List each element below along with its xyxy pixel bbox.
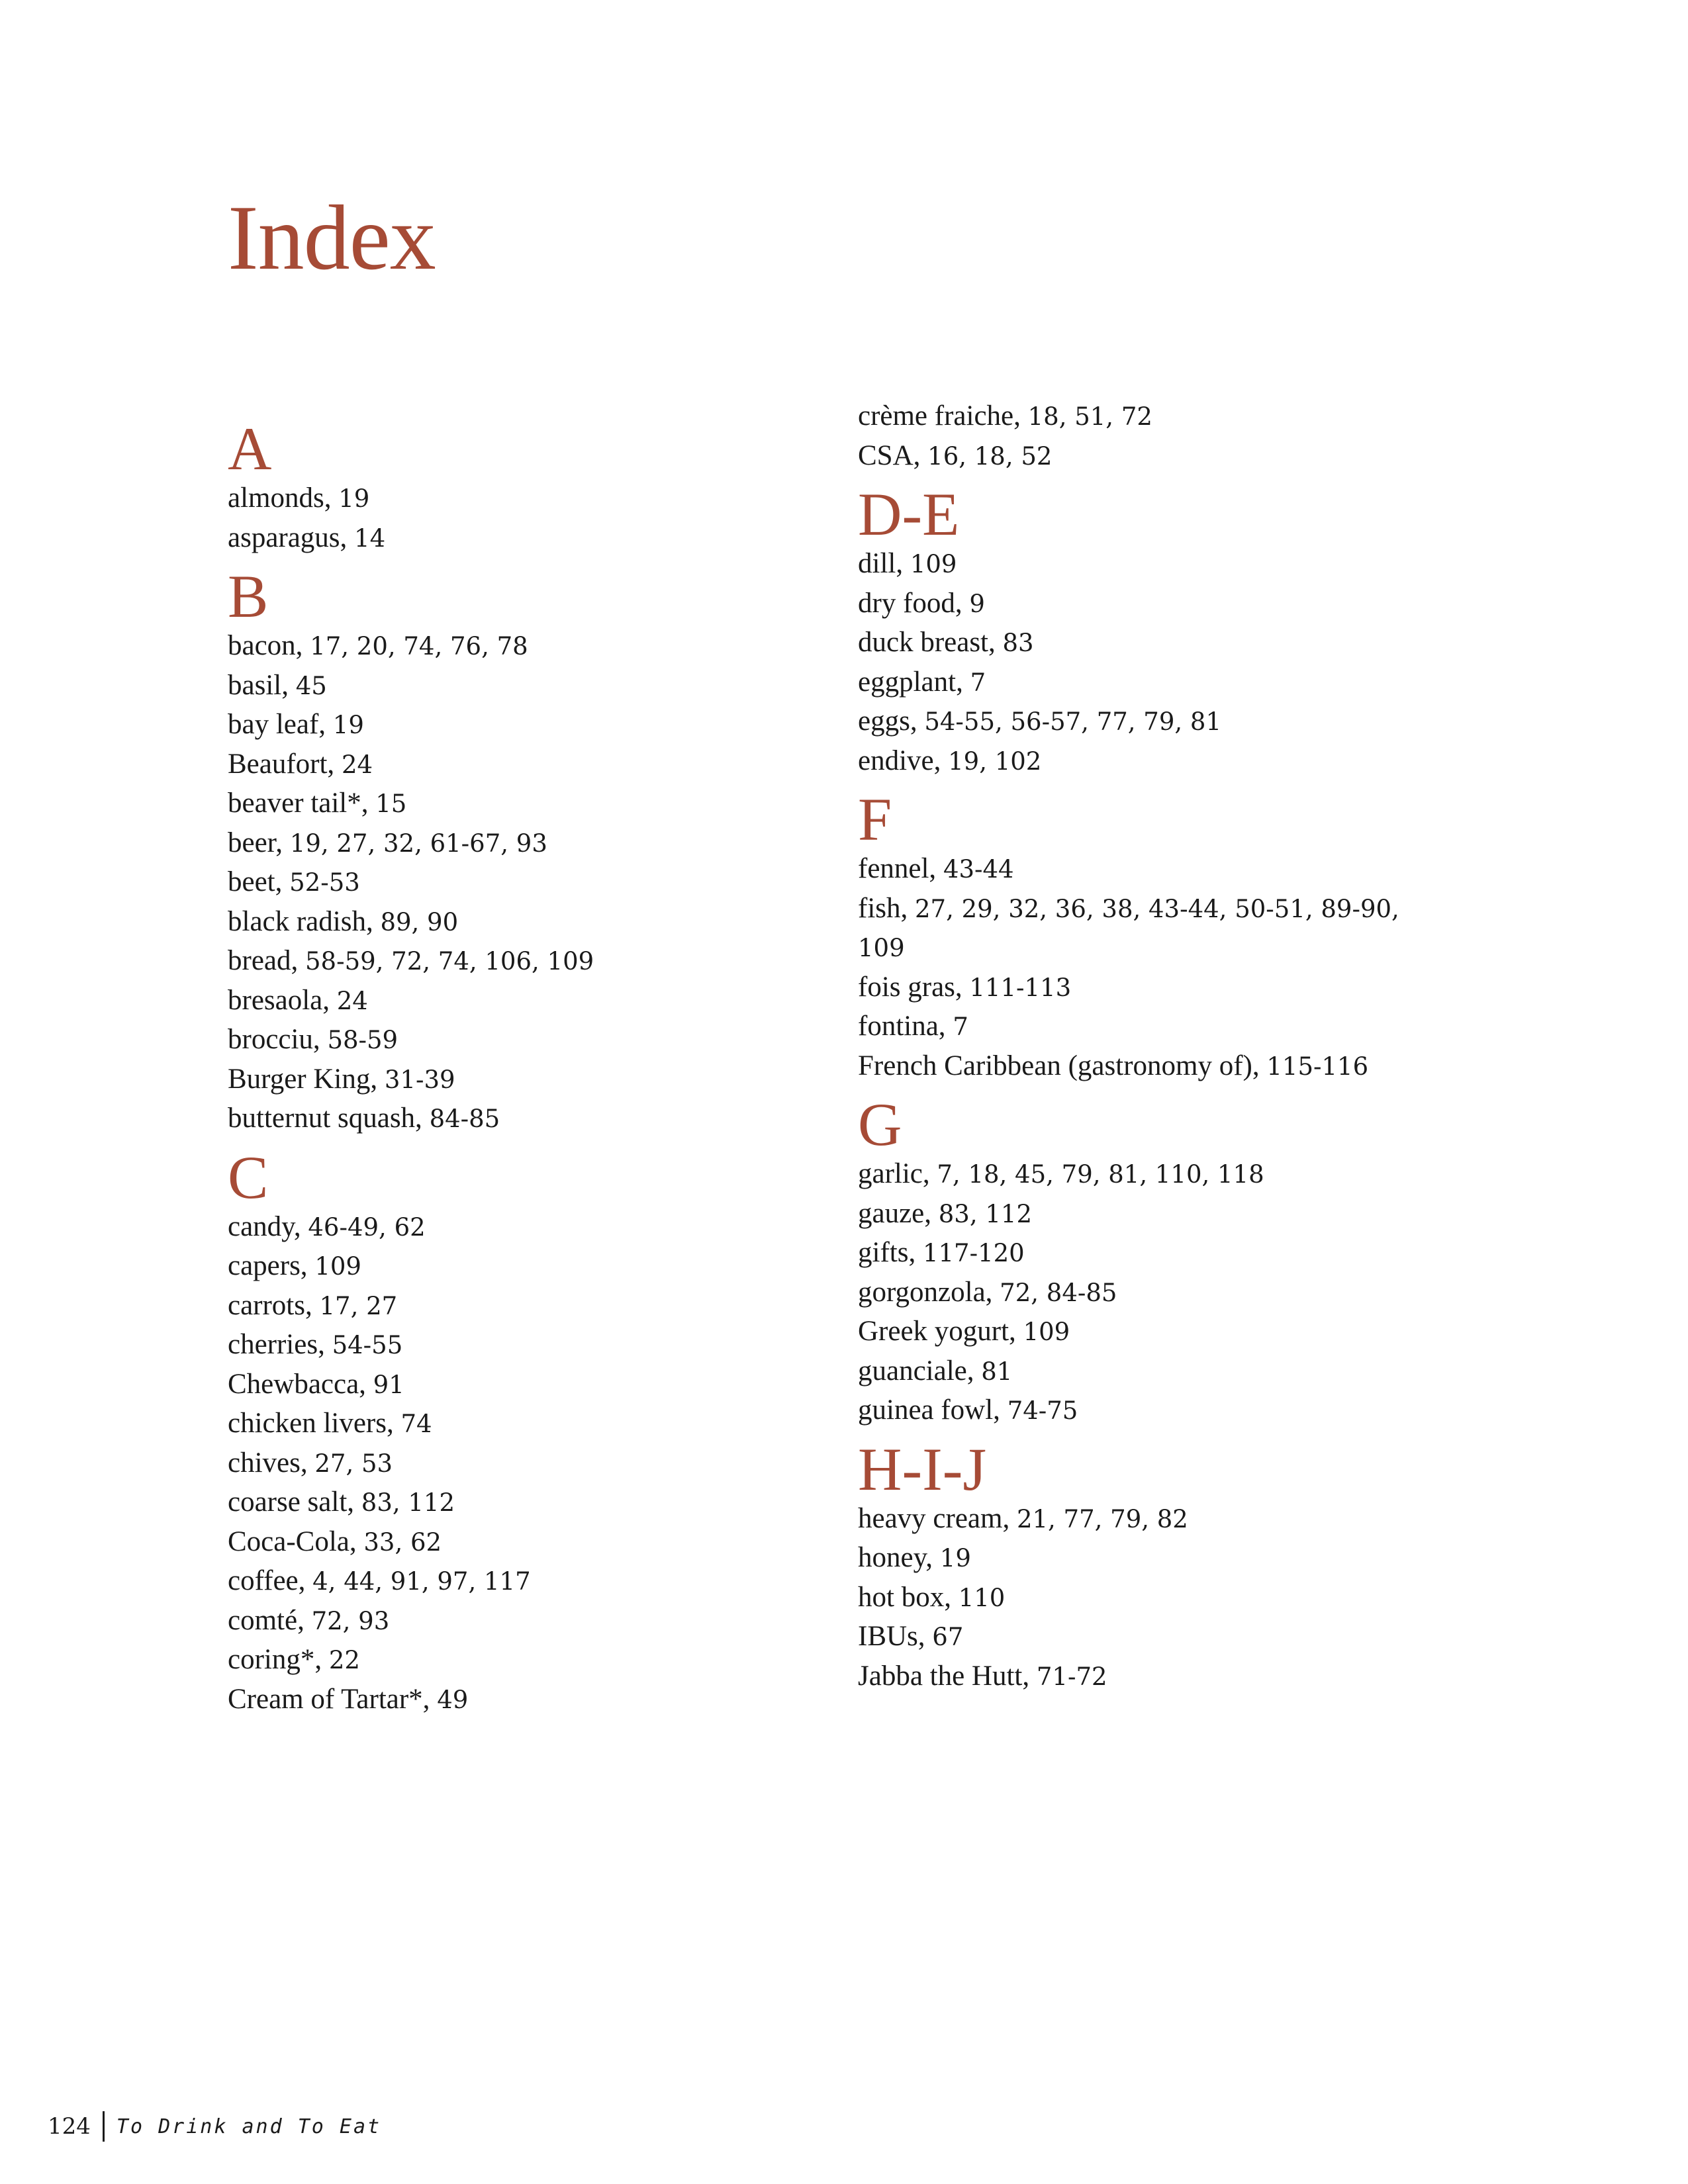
index-page-refs: 109	[1023, 1318, 1070, 1346]
index-term: bacon,	[228, 630, 303, 661]
index-page-refs: 109	[314, 1252, 361, 1281]
index-page-refs: 54-55, 56-57, 77, 79, 81	[924, 707, 1221, 736]
index-term: beaver tail*,	[228, 788, 369, 819]
index-entry	[228, 705, 823, 745]
index-entry	[228, 666, 823, 706]
index-term: eggs,	[858, 705, 917, 737]
index-entry	[858, 1391, 1454, 1431]
index-term: Greek yogurt,	[858, 1316, 1016, 1347]
index-term: gauze,	[858, 1197, 932, 1229]
index-section	[858, 788, 1454, 1086]
section-letter-heading: G	[858, 1091, 902, 1158]
index-section	[858, 1093, 1454, 1431]
index-page-refs: 81	[981, 1357, 1013, 1386]
index-entry	[228, 1602, 823, 1641]
index-page-refs: 7	[953, 1013, 968, 1041]
index-term: butternut squash,	[228, 1103, 422, 1134]
index-page-refs: 19, 27, 32, 61-67, 93	[289, 829, 547, 858]
index-page-refs: 21, 77, 79, 82	[1016, 1504, 1188, 1533]
index-term: bay leaf,	[228, 709, 326, 740]
index-page-refs: 72, 93	[311, 1606, 390, 1635]
index-entry	[228, 1680, 823, 1720]
index-page-refs: 45	[295, 671, 327, 700]
index-term: basil,	[228, 669, 289, 701]
index-page-refs: 22	[328, 1646, 360, 1674]
page-title: Index	[228, 187, 436, 289]
index-entry	[858, 850, 1454, 889]
index-entry	[858, 742, 1454, 782]
index-term: Burger King,	[228, 1063, 378, 1095]
index-entry	[228, 1444, 823, 1484]
index-page-refs: 14	[354, 523, 386, 553]
index-page-refs: 27, 53	[314, 1449, 393, 1478]
index-section	[858, 1437, 1454, 1697]
index-entry	[858, 545, 1454, 584]
index-term: Coca-Cola,	[228, 1525, 357, 1557]
index-term: fennel,	[858, 853, 937, 884]
running-title: To Drink and To Eat	[116, 2115, 382, 2138]
index-page-refs: 74-75	[1007, 1396, 1078, 1425]
index-page-refs: 91	[373, 1370, 404, 1399]
index-term: capers,	[228, 1250, 308, 1281]
index-entry	[858, 584, 1454, 624]
index-entry	[228, 824, 823, 864]
index-page-refs: 71-72	[1036, 1662, 1107, 1691]
index-term: bresaola,	[228, 984, 330, 1016]
section-letter-heading: D-E	[858, 480, 960, 548]
index-entry	[228, 1562, 823, 1602]
index-entry	[858, 1500, 1454, 1539]
index-page-refs: 115-116	[1266, 1052, 1369, 1081]
index-page-refs: 19, 102	[948, 747, 1042, 776]
index-page-refs: 19	[332, 711, 364, 739]
index-term: brocciu,	[228, 1024, 320, 1055]
index-entry	[228, 1247, 823, 1287]
index-section	[858, 482, 1454, 781]
index-entry	[858, 1234, 1454, 1273]
index-term: coarse salt,	[228, 1486, 355, 1518]
index-entry	[228, 1483, 823, 1523]
index-entry	[228, 1523, 823, 1563]
index-term: fish,	[858, 892, 908, 924]
index-term: gorgonzola,	[858, 1276, 993, 1308]
index-entry	[858, 968, 1454, 1008]
index-entry	[228, 1287, 823, 1326]
index-term: guanciale,	[858, 1355, 974, 1387]
index-entry	[228, 1208, 823, 1248]
section-letter-heading: B	[228, 563, 269, 630]
index-entry	[858, 1195, 1454, 1234]
index-entry	[858, 1539, 1454, 1578]
index-entry	[858, 1657, 1454, 1697]
index-entry	[228, 942, 823, 981]
index-entry	[228, 1060, 823, 1100]
index-page-refs: 110	[958, 1583, 1006, 1612]
index-page-refs: 74	[400, 1410, 432, 1438]
index-entry	[228, 1099, 823, 1139]
index-term: guinea fowl,	[858, 1394, 1000, 1426]
index-page-refs: 67	[932, 1623, 964, 1651]
index-page-refs: 15	[375, 790, 407, 818]
index-page-refs: 54-55	[332, 1331, 403, 1359]
index-page-refs: 52-53	[289, 868, 360, 897]
index-page-refs: 17, 27	[319, 1291, 398, 1320]
index-term: Jabba the Hutt,	[858, 1660, 1030, 1692]
index-term: bread,	[228, 945, 299, 976]
index-entry	[858, 1312, 1454, 1352]
index-entry	[858, 1007, 1454, 1047]
index-term: dry food,	[858, 587, 962, 619]
index-term: duck breast,	[858, 627, 996, 658]
index-page-refs: 17, 20, 74, 76, 78	[310, 632, 528, 660]
index-page-refs: 4, 44, 91, 97, 117	[312, 1567, 531, 1596]
index-term: comté,	[228, 1604, 305, 1636]
index-entry	[228, 1365, 823, 1405]
index-entry	[228, 479, 823, 519]
index-page-refs: 46-49, 62	[308, 1212, 426, 1242]
index-term: beer,	[228, 827, 283, 858]
index-entry	[228, 903, 823, 942]
index-page-refs: 33, 62	[363, 1527, 442, 1557]
index-page-refs: 117-120	[922, 1239, 1025, 1267]
index-entry	[858, 1273, 1454, 1313]
index-term: asparagus,	[228, 522, 348, 553]
index-page-refs: 72, 84-85	[1000, 1278, 1117, 1307]
footer-divider	[103, 2111, 105, 2142]
index-page-refs: 49	[437, 1685, 469, 1714]
index-page-refs: 43-44	[943, 855, 1014, 884]
index-term: Cream of Tartar*,	[228, 1683, 430, 1715]
index-entry	[858, 1617, 1454, 1657]
index-term: cherries,	[228, 1329, 325, 1360]
index-term: honey,	[858, 1542, 933, 1573]
index-entry	[858, 1578, 1454, 1618]
index-entry	[858, 623, 1454, 663]
index-term: CSA,	[858, 439, 921, 471]
index-page-refs: 84-85	[429, 1105, 500, 1133]
index-entry	[228, 1404, 823, 1444]
section-letter-heading: H-I-J	[858, 1435, 987, 1503]
index-term: candy,	[228, 1210, 301, 1242]
index-term: hot box,	[858, 1581, 951, 1613]
index-term: coring*,	[228, 1644, 322, 1675]
index-term: IBUs,	[858, 1621, 925, 1652]
index-term: crème fraiche,	[858, 400, 1021, 432]
index-entry	[858, 702, 1454, 742]
index-page-refs: 24	[336, 986, 368, 1015]
section-letter-heading: C	[228, 1143, 269, 1211]
index-page-refs: 83, 112	[361, 1488, 455, 1517]
index-section	[858, 397, 1454, 476]
index-term: carrots,	[228, 1289, 312, 1321]
index-page-refs: 19	[338, 484, 370, 513]
index-term: black radish,	[228, 905, 373, 937]
index-entry	[228, 981, 823, 1021]
index-entry	[228, 1641, 823, 1680]
index-term: beet,	[228, 866, 283, 897]
index-page-refs: 18, 51, 72	[1027, 402, 1152, 431]
section-letter-heading: A	[228, 415, 272, 482]
index-term: Chewbacca,	[228, 1368, 366, 1400]
index-column-left	[228, 397, 823, 1719]
page-number: 124	[48, 2113, 91, 2140]
index-entry	[858, 889, 1427, 968]
index-entry	[228, 745, 823, 785]
index-section	[228, 417, 823, 558]
index-term: chicken livers,	[228, 1408, 394, 1439]
section-letter-heading: F	[858, 786, 892, 853]
index-term: coffee,	[228, 1565, 306, 1596]
page-footer	[48, 2111, 381, 2142]
index-entry	[858, 663, 1454, 703]
index-page-refs: 16, 18, 52	[927, 441, 1053, 471]
index-page-refs: 109	[910, 550, 957, 578]
index-entry	[858, 437, 1454, 477]
index-entry	[228, 627, 823, 666]
index-entry	[228, 1021, 823, 1060]
index-term: almonds,	[228, 482, 332, 514]
index-entry	[228, 1326, 823, 1365]
index-entry	[228, 519, 823, 559]
index-term: heavy cream,	[858, 1502, 1010, 1534]
index-section	[228, 565, 823, 1139]
index-page-refs: 58-59	[327, 1026, 399, 1054]
index-term: French Caribbean (gastronomy of),	[858, 1050, 1260, 1081]
index-term: fontina,	[858, 1011, 946, 1042]
index-page-refs: 83	[1002, 629, 1034, 657]
index-page-refs: 31-39	[384, 1065, 455, 1094]
index-entry	[858, 1047, 1454, 1087]
index-entry	[228, 863, 823, 903]
index-page-refs: 19	[939, 1544, 971, 1572]
index-page-refs: 27, 29, 32, 36, 38, 43-44, 50-51, 89-90, 109	[858, 894, 1399, 962]
index-section	[228, 1143, 823, 1720]
index-entry	[858, 1352, 1454, 1392]
index-column-right	[858, 397, 1454, 1696]
index-term: Beaufort,	[228, 748, 335, 780]
index-term: garlic,	[858, 1158, 930, 1189]
index-term: eggplant,	[858, 666, 963, 698]
index-term: chives,	[228, 1447, 308, 1479]
index-entry	[228, 784, 823, 824]
index-term: dill,	[858, 548, 904, 579]
index-page-refs: 58-59, 72, 74, 106, 109	[305, 947, 594, 976]
index-page-refs: 7	[970, 668, 986, 697]
index-entry	[858, 1155, 1454, 1195]
index-term: gifts,	[858, 1237, 916, 1268]
index-term: fois gras,	[858, 971, 962, 1003]
index-term: endive,	[858, 745, 941, 776]
index-page-refs: 7, 18, 45, 79, 81, 110, 118	[937, 1160, 1264, 1189]
index-page-refs: 83, 112	[938, 1199, 1032, 1228]
index-page-refs: 9	[969, 589, 985, 618]
index-entry	[858, 397, 1454, 437]
index-page-refs: 24	[341, 750, 373, 779]
index-page-refs: 111-113	[969, 973, 1072, 1002]
index-page-refs: 89, 90	[380, 907, 459, 936]
